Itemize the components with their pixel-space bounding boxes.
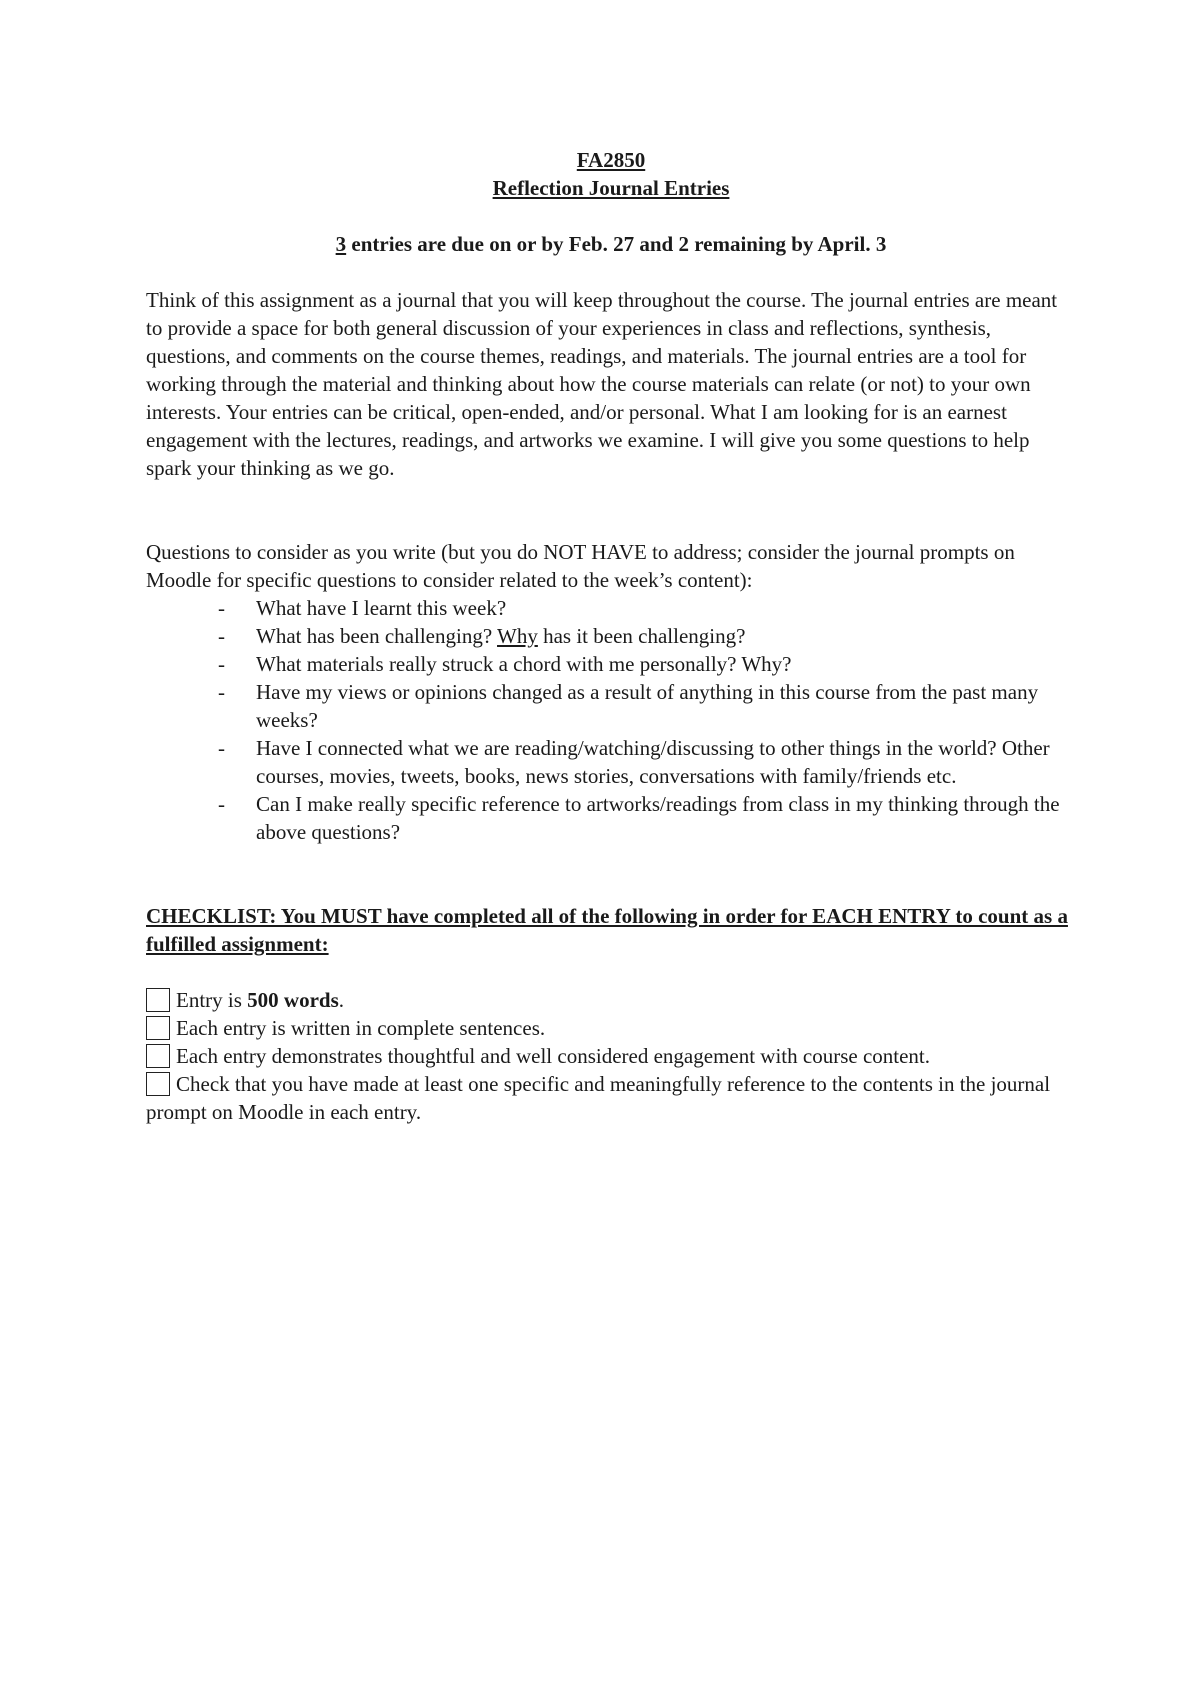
checklist-heading: CHECKLIST: You MUST have completed all of the following in order for EACH ENTRY to count as a fulfilled assignment:: [146, 904, 1068, 956]
checkbox[interactable]: [146, 1072, 170, 1096]
checklist: [146, 986, 1076, 1126]
question-text: What materials really struck a chord with me personally? Why?: [256, 652, 792, 676]
checklist-text: Entry is: [176, 988, 248, 1012]
list-item: [146, 594, 1076, 622]
checklist-item: [146, 986, 1076, 1014]
checklist-text: Each entry demonstrates thoughtful and well considered engagement with course content.: [176, 1044, 931, 1068]
word-count-requirement: 500 words: [247, 988, 339, 1012]
course-code: FA2850: [576, 148, 646, 172]
entry-count: 3: [335, 232, 347, 256]
checklist-item: [146, 1070, 1076, 1126]
list-item: [146, 650, 1076, 678]
list-item: [146, 734, 1076, 790]
dash-bullet: -: [218, 596, 225, 620]
checklist-text: Check that you have made at least one specific and meaningfully reference to the contents in the journal prompt on Moodle in each entry.: [146, 1072, 1051, 1124]
question-text: Have I connected what we are reading/watching/discussing to other things in the world? Other courses, movies, tweets, books, news stories, conversations with family/friends etc.: [256, 736, 1050, 788]
question-text: Can I make really specific reference to artworks/readings from class in my thinking through the above questions?: [256, 792, 1060, 844]
questions-list: [146, 594, 1076, 846]
document-page: [146, 146, 1076, 1126]
dash-bullet: -: [218, 792, 225, 816]
question-text: What has been challenging?: [256, 624, 498, 648]
question-text: Have my views or opinions changed as a result of anything in this course from the past many weeks?: [256, 680, 1039, 732]
due-date-text: entries are due on or by Feb. 27 and 2 remaining by April. 3: [346, 232, 887, 256]
document-title: Reflection Journal Entries: [492, 176, 730, 200]
checklist-item: [146, 1042, 1076, 1070]
document-header: [146, 146, 1076, 202]
question-text: What have I learnt this week?: [256, 596, 507, 620]
dash-bullet: -: [218, 736, 225, 760]
checklist-text: Each entry is written in complete sentences.: [176, 1016, 546, 1040]
checklist-text: .: [338, 988, 345, 1012]
intro-paragraph: Think of this assignment as a journal that you will keep throughout the course. The journal entries are meant to provide a space for both general discussion of your experiences in class and reflections, synthesis, questions, and comments on the course themes, readings, and materials. The journal entries are a tool for working through the material and thinking about how the course materials can relate (or not) to your own interests. Your entries can be critical, open-ended, and/or personal. What I am looking for is an earnest engagement with the lectures, readings, and artworks we examine. I will give you some questions to help spark your thinking as we go.: [146, 288, 1058, 480]
underlined-word: Why: [497, 624, 538, 648]
checkbox[interactable]: [146, 1044, 170, 1068]
dash-bullet: -: [218, 652, 225, 676]
list-item: [146, 678, 1076, 734]
list-item: [146, 622, 1076, 650]
dash-bullet: -: [218, 624, 225, 648]
checklist-item: [146, 1014, 1076, 1042]
checkbox[interactable]: [146, 1016, 170, 1040]
questions-lead: Questions to consider as you write (but you do NOT HAVE to address; consider the journal prompts on Moodle for specific questions to consider related to the week’s content):: [146, 540, 1015, 592]
question-text: has it been challenging?: [537, 624, 746, 648]
checkbox[interactable]: [146, 988, 170, 1012]
due-date-line: [146, 230, 1076, 258]
list-item: [146, 790, 1076, 846]
dash-bullet: -: [218, 680, 225, 704]
